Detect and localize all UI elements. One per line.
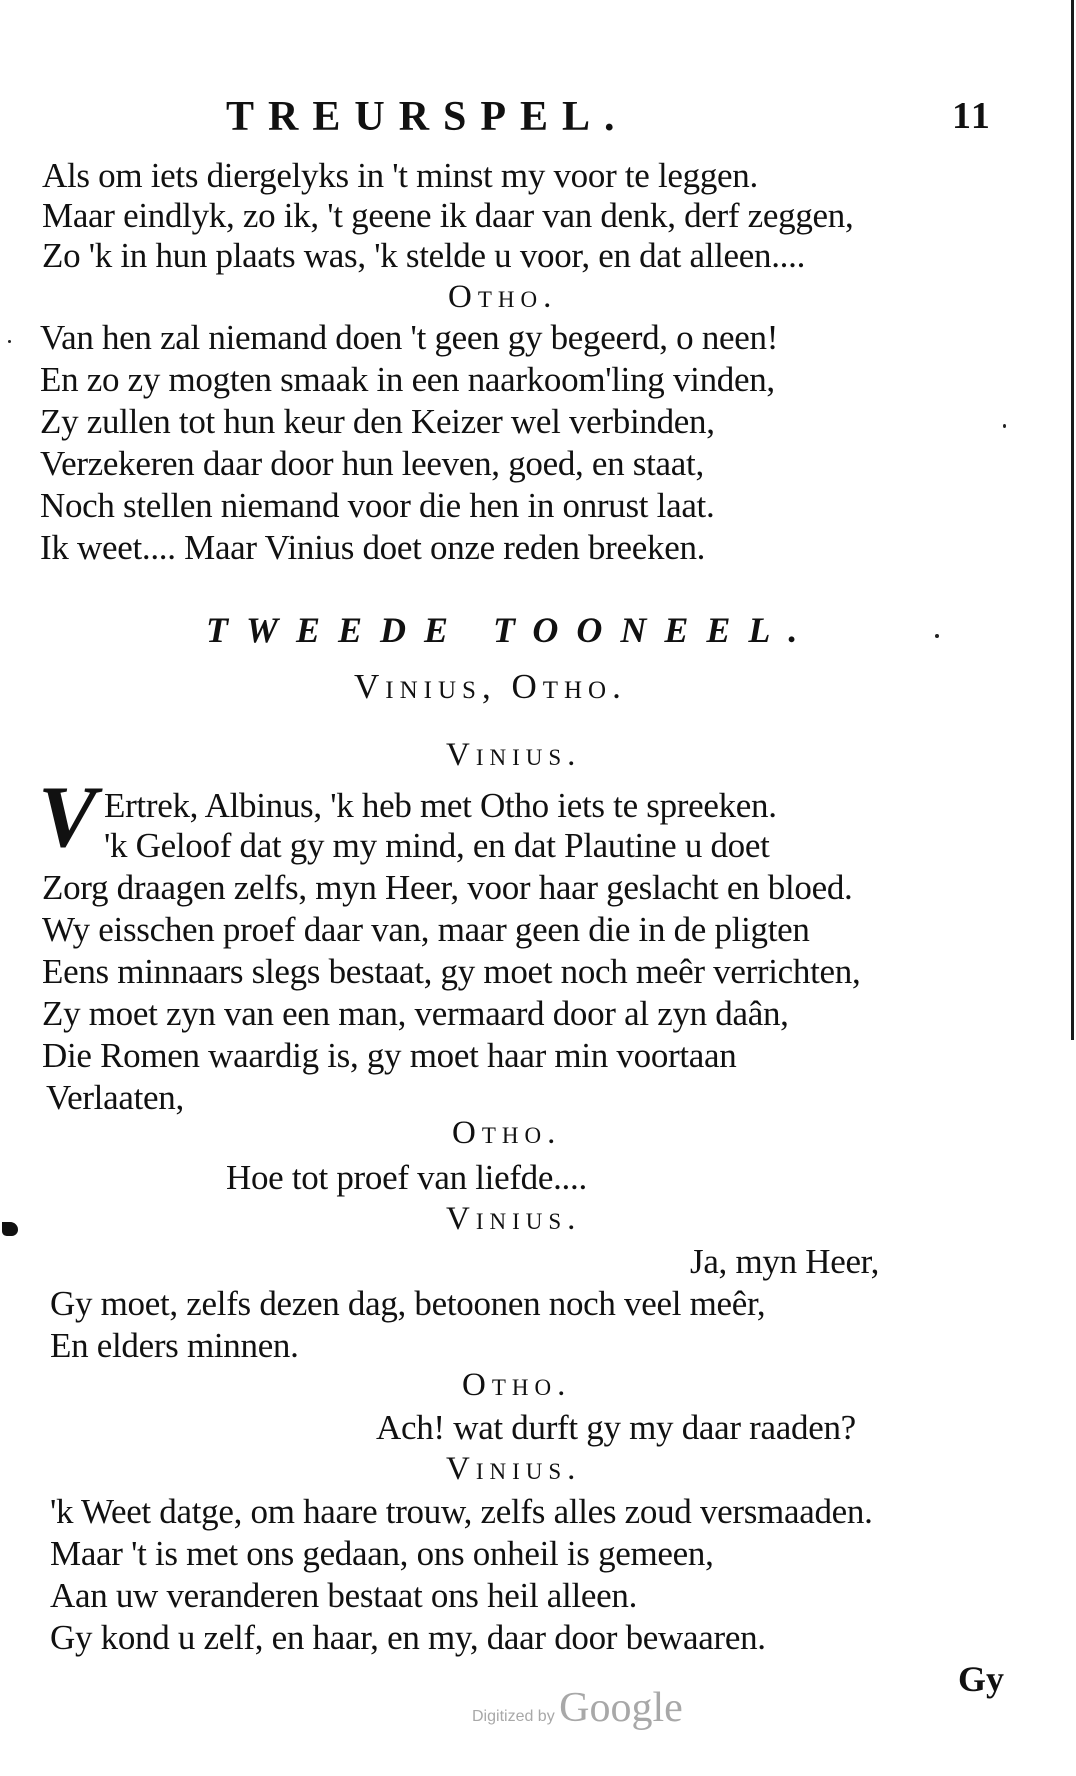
verse-line: Noch stellen niemand voor die hen in onrust laat. [40, 486, 715, 525]
verse-line: 'k Geloof dat gy my mind, en dat Plautine u doet [104, 826, 770, 865]
verse-line: En zo zy mogten smaak in een naarkoom'ling vinden, [40, 360, 775, 399]
catchword: Gy [958, 1659, 1005, 1699]
scan-speck [8, 340, 11, 343]
verse-line: Maar 't is met ons gedaan, ons onheil is gemeen, [50, 1534, 714, 1573]
running-title: TREURSPEL. [226, 94, 629, 140]
verse-line: Zy zullen tot hun keur den Keizer wel verbinden, [40, 402, 715, 441]
verse-line: Verzekeren daar door hun leeven, goed, en staat, [40, 444, 704, 483]
verse-line: Van hen zal niemand doen 't geen gy begeerd, o neen! [40, 318, 779, 357]
scan-speck [1003, 424, 1006, 428]
scan-speck [935, 634, 939, 638]
verse-line: Ik weet.... Maar Vinius doet onze reden breeken. [40, 528, 706, 567]
verse-line: Aan uw veranderen bestaat ons heil alleen. [50, 1576, 638, 1615]
verse-line: Zy moet zyn van een man, vermaard door al zyn daân, [42, 994, 789, 1033]
verse-line: Zo 'k in hun plaats was, 'k stelde u voor, en dat alleen.... [42, 236, 806, 275]
speaker-name: Vinius. [446, 1201, 582, 1237]
speaker-name: Vinius. [446, 737, 582, 773]
verse-line: Wy eisschen proef daar van, maar geen die in de pligten [42, 910, 810, 949]
verse-line: Verlaaten, [46, 1078, 184, 1117]
verse-line: Eens minnaars slegs bestaat, gy moet noch meêr verrichten, [42, 952, 861, 991]
verse-line: Ertrek, Albinus, 'k heb met Otho iets te spreeken. [104, 786, 777, 825]
drop-cap: V [38, 769, 97, 866]
google-logo-text: Google [559, 1685, 683, 1731]
scene-title: TWEEDE TOONEEL. [206, 610, 816, 650]
page-number: 11 [952, 95, 992, 137]
speaker-name: Otho. [462, 1367, 572, 1403]
verse-line: Gy moet, zelfs dezen dag, betoonen noch veel meêr, [50, 1284, 766, 1323]
verse-line: Ach! wat durft gy my daar raaden? [376, 1408, 856, 1447]
verse-line: 'k Weet datge, om haare trouw, zelfs alles zoud versmaaden. [50, 1492, 873, 1531]
verse-line: Ja, myn Heer, [690, 1242, 880, 1281]
verse-line: Zorg draagen zelfs, myn Heer, voor haar geslacht en bloed. [42, 868, 853, 907]
scene-characters: Vinius, Otho. [354, 667, 627, 706]
speaker-name: Otho. [448, 279, 558, 315]
verse-line: Maar eindlyk, zo ik, 't geene ik daar van denk, derf zeggen, [42, 196, 854, 235]
verse-line: Gy kond u zelf, en haar, en my, daar door bewaaren. [50, 1618, 766, 1657]
speaker-name: Otho. [452, 1115, 562, 1151]
verse-line: Die Romen waardig is, gy moet haar min voortaan [42, 1036, 737, 1075]
speaker-name: Vinius. [446, 1451, 582, 1487]
watermark-prefix: Digitized by [472, 1708, 555, 1725]
page-edge-rule [1071, 0, 1074, 1040]
verse-line: Hoe tot proef van liefde.... [226, 1158, 587, 1197]
digitized-by-google-watermark [472, 1684, 683, 1732]
verse-line: Als om iets diergelyks in 't minst my voor te leggen. [42, 156, 758, 195]
scan-blot-mark [2, 1222, 18, 1236]
verse-line: En elders minnen. [50, 1326, 299, 1365]
